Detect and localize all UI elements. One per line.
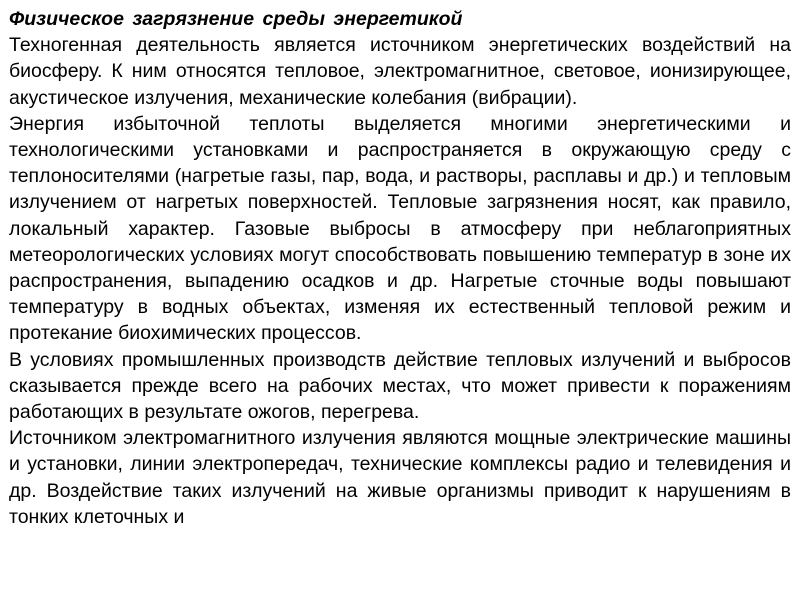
paragraph-electromagnetic-radiation: Источником электромагнитного излучения являются мощные электрические машины и установки, линии электропередач, технические комплексы радио и телевидения и др. Воздействие таких излучений на живые организмы приводит к нарушениям в тонких клеточных и [9, 427, 791, 528]
paragraph-workplace-effects: В условиях промышленных производств действие тепловых излучений и выбросов сказывается прежде всего на рабочих местах, что может привести к поражениям работающих в результате ожогов, перегрева. [9, 348, 791, 424]
document-title: Физическое загрязнение среды энергетикой [9, 8, 463, 30]
slide-content [9, 6, 791, 530]
paragraph-thermal-pollution: Энергия избыточной теплоты выделяется многими энергетическими и технологическими установками и распространяется в окружающую среду с теплоносителями (нагретые газы, пар, вода, и растворы, расплавы и др.) и тепловым излучением от нагретых поверхностей. Тепловые загрязнения носят, как правило, локальный характер. Газовые выбросы в атмосферу при неблагоприятных метеорологических условиях могут способствовать повышению температур в зоне их распространения, выпадению осадков и др. Нагретые сточные воды повышают температуру в водных объектах, изменяя их естественный тепловой режим и протекание биохимических процессов. [9, 112, 791, 345]
paragraph-energy-impacts: Техногенная деятельность является источником энергетических воздействий на биосферу. К ним относятся тепловое, электромагнитное, световое, ионизирующее, акустическое излучения, механические колебания (вибрации). [9, 34, 791, 109]
